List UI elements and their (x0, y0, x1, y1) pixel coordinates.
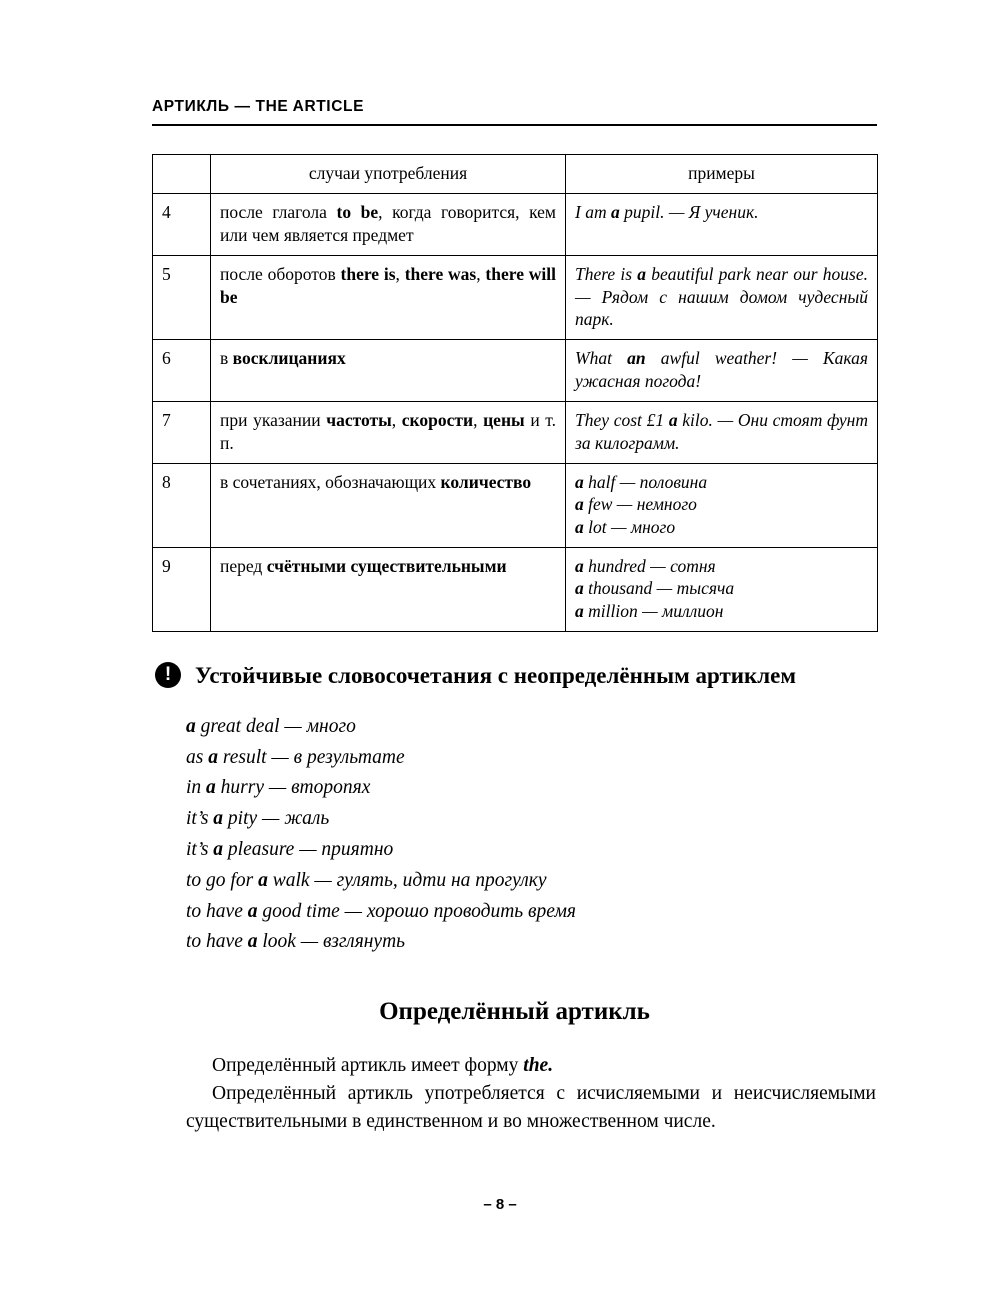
running-head: АРТИКЛЬ — THE ARTICLE (152, 98, 365, 115)
row-usage-case: в восклицаниях (211, 340, 566, 402)
callout-title: Устойчивые словосочетания с неопределённым артиклем (195, 663, 797, 689)
header-divider (152, 124, 877, 126)
column-header-examples: примеры (566, 155, 878, 194)
phrase-item: it’s a pity — жаль (186, 808, 330, 830)
phrase-item: as a result — в результате (186, 746, 405, 768)
row-number: 8 (153, 463, 211, 547)
row-example: What an awful weather! — Какая ужасная погода! (566, 340, 878, 402)
callout-heading (152, 658, 877, 694)
row-number: 6 (153, 340, 211, 402)
page-number: – 8 – (483, 1196, 517, 1213)
page-content (152, 98, 877, 1135)
row-number: 4 (153, 194, 211, 256)
row-example: They cost £1 a kilo. — Они стоят фунт за килограмм. (566, 402, 878, 464)
row-usage-case: после глагола to be, когда говорится, кем или чем является предмет (211, 194, 566, 256)
row-example: a hundred — сотня a thousand — тысяча a million — миллион (566, 548, 878, 632)
row-number: 5 (153, 256, 211, 340)
table-row (153, 548, 878, 632)
table-head (153, 155, 878, 194)
row-example: a half — половина a few — немного a lot — много (566, 463, 878, 547)
phrase-item: to go for a walk — гулять, идти на прогулку (186, 869, 547, 891)
table-row (153, 256, 878, 340)
set-phrases-list (186, 712, 877, 958)
usage-table (152, 154, 878, 632)
row-usage-case: в сочетаниях, обозначающих количество (211, 463, 566, 547)
table-body (153, 194, 878, 632)
phrase-item: in a hurry — второпях (186, 777, 371, 799)
phrase-item: a great deal — много (186, 715, 356, 737)
table-row (153, 402, 878, 464)
paragraph-definite-article-form: Определённый артикль имеет форму the. (212, 1055, 554, 1077)
row-usage-case: после оборотов there is, there was, there will be (211, 256, 566, 340)
row-example: There is a beautiful park near our house. — Рядом с нашим домом чудесный парк. (566, 256, 878, 340)
row-usage-case: перед счётными существительными (211, 548, 566, 632)
table-row (153, 194, 878, 256)
column-header-number (153, 155, 211, 194)
phrase-item: to have a look — взглянуть (186, 931, 406, 953)
exclamation-icon: ! (155, 662, 181, 688)
row-usage-case: при указании частоты, скорости, цены и т. п. (211, 402, 566, 464)
section-title: Определённый артикль (379, 998, 650, 1026)
table-header-row (153, 155, 878, 194)
row-number: 9 (153, 548, 211, 632)
column-header-cases: случаи употребления (211, 155, 566, 194)
row-example: I am a pupil. — Я ученик. (566, 194, 878, 256)
table-row (153, 463, 878, 547)
phrase-item: to have a good time — хорошо проводить время (186, 900, 576, 922)
paragraph-definite-article-usage: Определённый артикль употребляется с исчисляемыми и неисчисляемыми существительными в единственном и во множественном числе. (186, 1082, 876, 1132)
phrase-item: it’s a pleasure — приятно (186, 839, 394, 861)
row-number: 7 (153, 402, 211, 464)
table-row (153, 340, 878, 402)
